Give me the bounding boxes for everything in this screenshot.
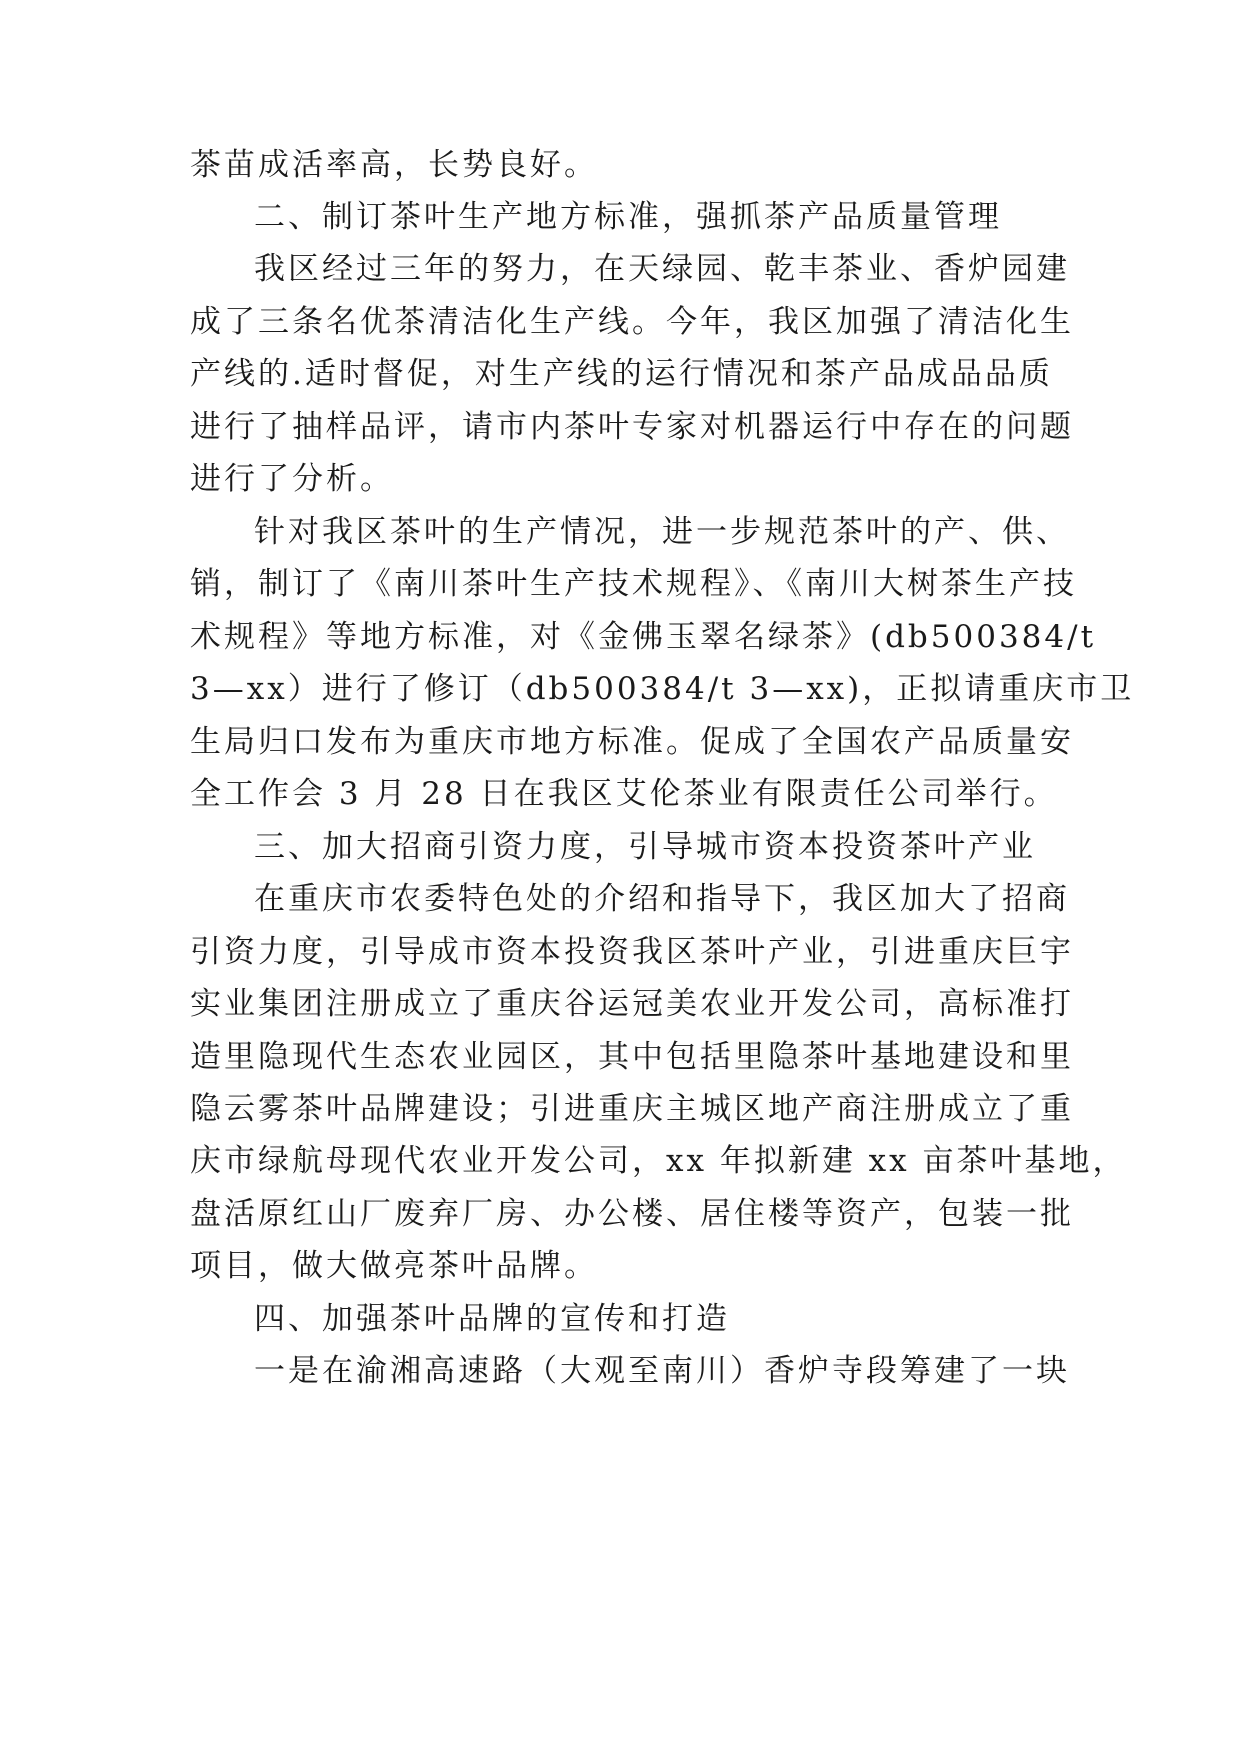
section-heading: 四、加强茶叶品牌的宣传和打造 xyxy=(254,1301,730,1337)
text-line: 项目，做大做亮茶叶品牌。 xyxy=(190,1248,598,1284)
text-line: 针对我区茶叶的生产情况，进一步规范茶叶的产、供、 xyxy=(254,514,1070,550)
text-line: 一是在渝湘高速路（大观至南川）香炉寺段筹建了一块 xyxy=(254,1353,1070,1389)
text-line: 引资力度，引导成市资本投资我区茶叶产业，引进重庆巨宇 xyxy=(190,934,1074,970)
text-line: 在重庆市农委特色处的介绍和指导下，我区加大了招商 xyxy=(254,881,1070,917)
text-line: 进行了分析。 xyxy=(190,461,394,497)
text-line: 造里隐现代生态农业园区，其中包括里隐茶叶基地建设和里 xyxy=(190,1039,1074,1075)
text-line: 生局归口发布为重庆市地方标准。促成了全国农产品质量安 xyxy=(190,724,1074,760)
text-line: 全工作会 3 月 28 日在我区艾伦茶业有限责任公司举行。 xyxy=(190,776,1058,812)
text-line: 成了三条名优茶清洁化生产线。今年，我区加强了清洁化生 xyxy=(190,304,1074,340)
text-line: 术规程》等地方标准，对《金佛玉翠名绿茶》(db500384/t xyxy=(190,619,1097,655)
text-line: 3—xx）进行了修订（db500384/t 3—xx)，正拟请重庆市卫 xyxy=(190,671,1135,707)
text-line: 庆市绿航母现代农业开发公司，xx 年拟新建 xx 亩茶叶基地， xyxy=(190,1143,1127,1179)
text-line: 茶苗成活率高，长势良好。 xyxy=(190,147,598,183)
section-heading: 三、加大招商引资力度，引导城市资本投资茶叶产业 xyxy=(254,829,1036,865)
text-line: 隐云雾茶叶品牌建设；引进重庆主城区地产商注册成立了重 xyxy=(190,1091,1074,1127)
text-line: 产线的.适时督促，对生产线的运行情况和茶产品成品品质 xyxy=(190,356,1053,392)
text-line: 盘活原红山厂废弃厂房、办公楼、居住楼等资产，包装一批 xyxy=(190,1196,1074,1232)
text-line: 销，制订了《南川茶叶生产技术规程》、《南川大树茶生产技 xyxy=(190,566,1077,602)
text-line: 我区经过三年的努力，在天绿园、乾丰茶业、香炉园建 xyxy=(254,251,1070,287)
text-line: 进行了抽样品评，请市内茶叶专家对机器运行中存在的问题 xyxy=(190,409,1074,445)
section-heading: 二、制订茶叶生产地方标准，强抓茶产品质量管理 xyxy=(254,199,1002,235)
text-line: 实业集团注册成立了重庆谷运冠美农业开发公司，高标准打 xyxy=(190,986,1074,1022)
